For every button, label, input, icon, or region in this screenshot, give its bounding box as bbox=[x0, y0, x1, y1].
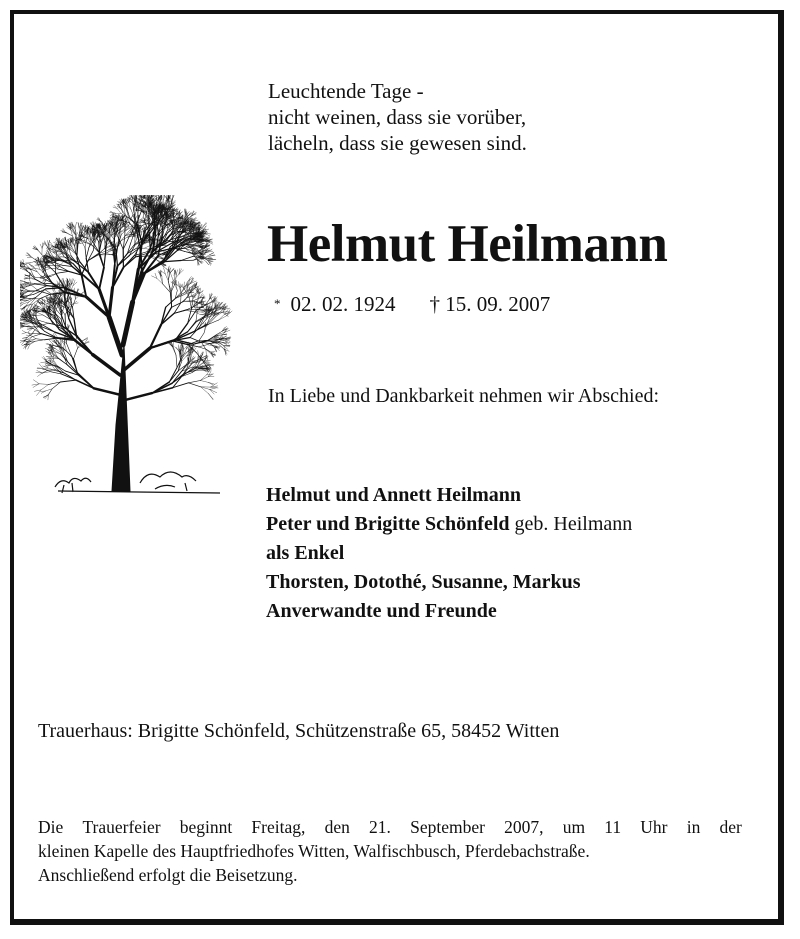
service-word: beginnt bbox=[179, 817, 233, 837]
deceased-name: Helmut Heilmann bbox=[267, 215, 668, 273]
mourner-line bbox=[266, 510, 632, 539]
farewell-text: In Liebe und Dankbarkeit nehmen wir Abschied: bbox=[268, 385, 659, 407]
mourner-line: Thorsten, Dotothé, Susanne, Markus bbox=[266, 571, 581, 593]
service-word: Freitag, bbox=[251, 817, 306, 837]
mourners-list bbox=[266, 481, 632, 626]
mourner-names: Peter und Brigitte Schönfeld bbox=[266, 513, 510, 535]
death-cross-icon: † bbox=[429, 292, 440, 316]
service-word: Die bbox=[38, 817, 64, 837]
life-dates bbox=[274, 292, 550, 317]
ground-shrub bbox=[55, 472, 220, 493]
service-line bbox=[38, 815, 742, 839]
service-line: kleinen Kapelle des Hauptfriedhofes Witten, Walfischbusch, Pferdebachstraße. bbox=[38, 841, 590, 861]
service-word: der bbox=[719, 817, 742, 837]
mourner-line: Anverwandte und Freunde bbox=[266, 600, 497, 622]
service-line: Anschließend erfolgt die Beisetzung. bbox=[38, 865, 298, 885]
poem bbox=[268, 78, 527, 156]
mourner-line: als Enkel bbox=[266, 542, 345, 564]
poem-line: Leuchtende Tage - bbox=[268, 79, 424, 103]
service-word: Uhr bbox=[640, 817, 668, 837]
poem-line: nicht weinen, dass sie vorüber, bbox=[268, 105, 527, 129]
service-word: den bbox=[324, 817, 350, 837]
mourner-line: Helmut und Annett Heilmann bbox=[266, 484, 522, 506]
birth-star-icon: * bbox=[274, 296, 281, 311]
funeral-service-info bbox=[38, 815, 742, 887]
mourning-house-address: Trauerhaus: Brigitte Schönfeld, Schützenstraße 65, 58452 Witten bbox=[38, 720, 560, 742]
service-word: in bbox=[686, 817, 701, 837]
poem-line: lächeln, dass sie gewesen sind. bbox=[268, 131, 527, 155]
service-word: September bbox=[410, 817, 485, 837]
tree-illustration bbox=[20, 195, 250, 505]
service-word: um bbox=[562, 817, 586, 837]
maiden-name-note: geb. Heilmann bbox=[514, 513, 633, 535]
birth-date: 02. 02. 1924 bbox=[290, 292, 396, 316]
service-word: Trauerfeier bbox=[82, 817, 161, 837]
death-date: 15. 09. 2007 bbox=[445, 292, 551, 316]
service-word: 11 bbox=[604, 817, 622, 837]
service-word: 2007, bbox=[504, 817, 544, 837]
service-word: 21. bbox=[369, 817, 391, 837]
